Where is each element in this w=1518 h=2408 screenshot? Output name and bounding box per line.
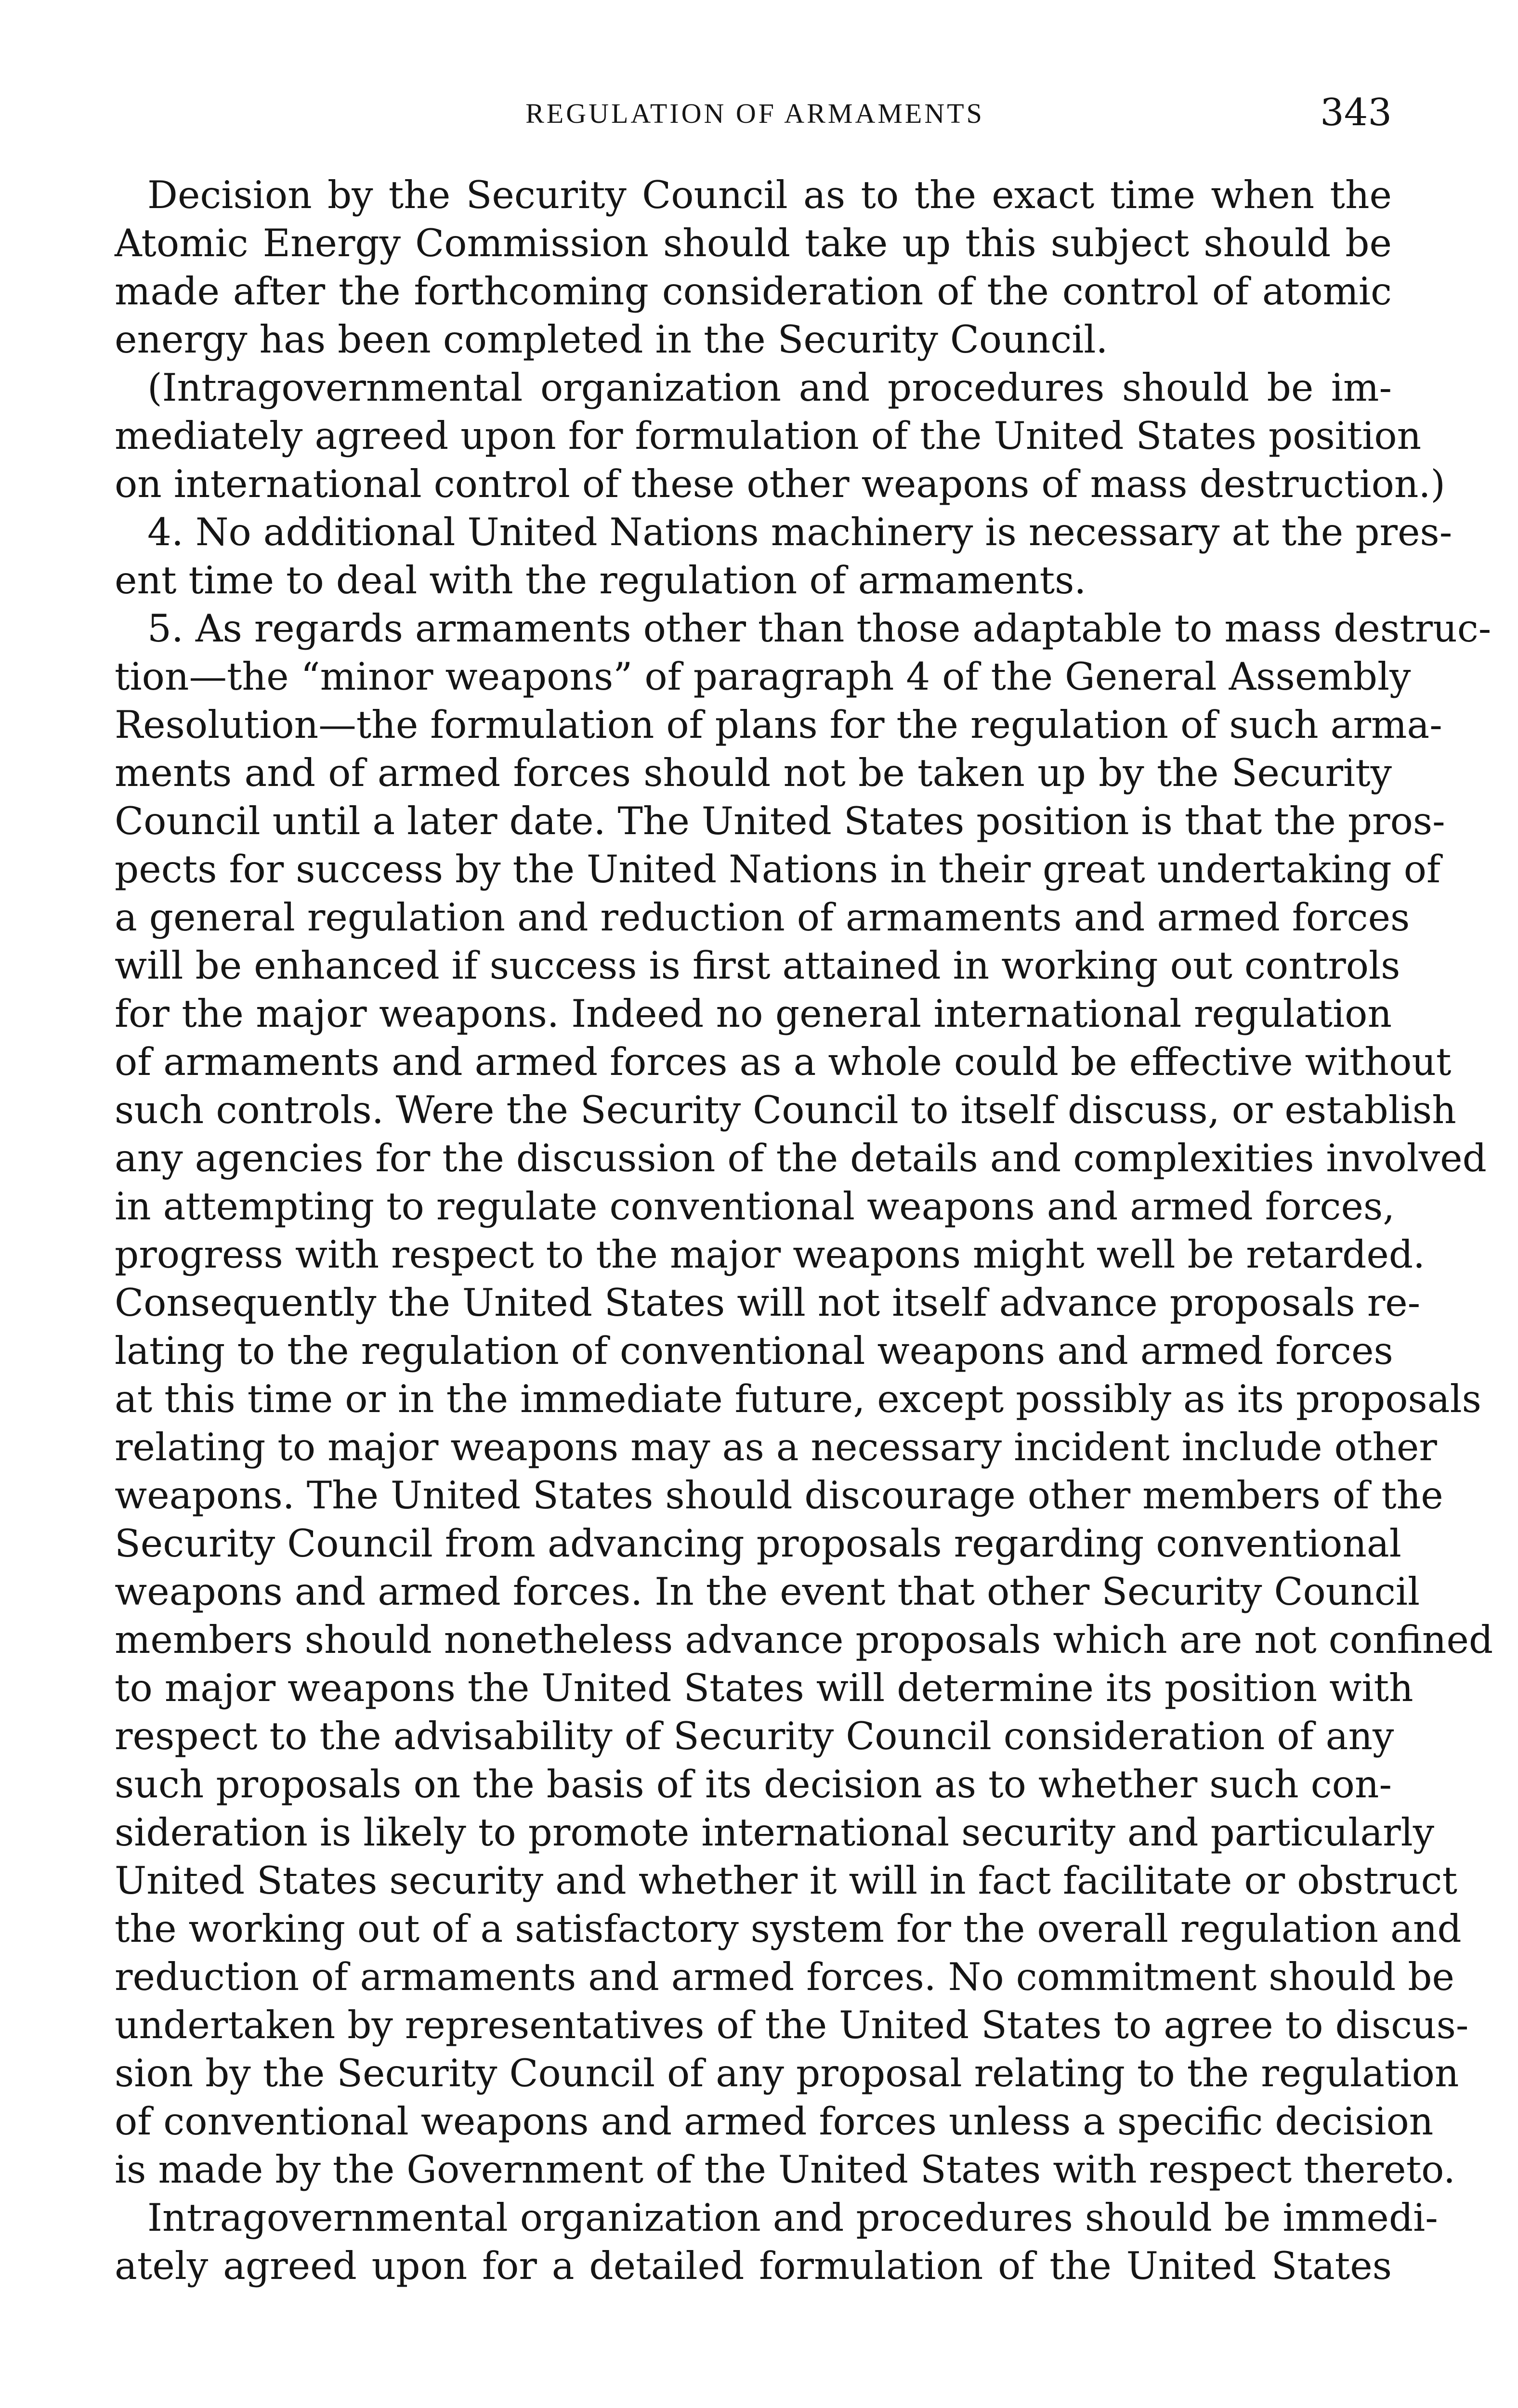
- text-line: progress with respect to the major weapons might well be retarded.: [115, 1232, 1426, 1277]
- text-line: weapons and armed forces. In the event that other Security Council: [115, 1570, 1420, 1614]
- text-line: 5. As regards armaments other than those adaptable to mass destruc-: [147, 606, 1492, 651]
- text-line: (Intragovernmental organization and procedures should be im-: [147, 366, 1392, 410]
- paragraph-item-5: [115, 604, 1493, 2194]
- text-line: will be enhanced if success is first attained in working out controls: [115, 943, 1400, 988]
- text-line: Security Council from advancing proposals regarding conventional: [115, 1521, 1401, 1566]
- text-line: Resolution—the formulation of plans for the regulation of such arma-: [115, 703, 1442, 747]
- text-line: members should nonetheless advance proposals which are not confined: [115, 1618, 1493, 1662]
- text-line: of armaments and armed forces as a whole could be effective without: [115, 1040, 1452, 1084]
- text-line: Council until a later date. The United States position is that the pros-: [115, 799, 1445, 843]
- text-line: of conventional weapons and armed forces unless a specific decision: [115, 2099, 1434, 2144]
- text-line: pects for success by the United Nations in their great undertaking of: [115, 847, 1441, 891]
- text-line: weapons. The United States should discourage other members of the: [115, 1473, 1443, 1518]
- page-number: 343: [1320, 91, 1392, 134]
- text-line: any agencies for the discussion of the details and complexities involved: [115, 1136, 1487, 1180]
- text-line: the working out of a satisfactory system for the overall regulation and: [115, 1907, 1462, 1951]
- text-line: ately agreed upon for a detailed formulation of the United States: [115, 2244, 1392, 2288]
- text-line: to major weapons the United States will determine its position with: [115, 1666, 1413, 1710]
- body-text: [115, 171, 1493, 2290]
- text-line: made after the forthcoming consideration of the control of atomic: [115, 269, 1392, 314]
- text-line: Intragovernmental organization and procedures should be immedi-: [147, 2196, 1438, 2240]
- text-line: lating to the regulation of conventional weapons and armed forces: [115, 1329, 1393, 1373]
- text-line: is made by the Government of the United States with respect thereto.: [115, 2147, 1455, 2192]
- text-line: undertaken by representatives of the United States to agree to discus-: [115, 2003, 1469, 2047]
- text-line: 4. No additional United Nations machinery is necessary at the pres-: [147, 510, 1453, 554]
- paragraph-detailed-formulation: [115, 2194, 1438, 2290]
- text-line: ments and of armed forces should not be taken up by the Security: [115, 751, 1392, 795]
- text-line: on international control of these other weapons of mass destruction.): [115, 462, 1446, 506]
- text-line: respect to the advisability of Security Council consideration of any: [115, 1714, 1394, 1758]
- text-line: mediately agreed upon for formulation of the United States position: [115, 414, 1422, 458]
- text-line: sideration is likely to promote international security and particularly: [115, 1810, 1435, 1855]
- paragraph-decision-timing: [115, 171, 1392, 364]
- text-line: Atomic Energy Commission should take up this subject should be: [115, 221, 1392, 265]
- text-line: ent time to deal with the regulation of armaments.: [115, 558, 1086, 602]
- text-line: a general regulation and reduction of armaments and armed forces: [115, 895, 1410, 940]
- text-line: for the major weapons. Indeed no general international regulation: [115, 992, 1392, 1036]
- text-line: United States security and whether it will in fact facilitate or obstruct: [115, 1858, 1458, 1903]
- text-line: sion by the Security Council of any proposal relating to the regulation: [115, 2051, 1459, 2095]
- text-line: energy has been completed in the Security Council.: [115, 317, 1108, 362]
- text-line: Decision by the Security Council as to the exact time when the: [147, 173, 1392, 217]
- running-title: REGULATION OF ARMAMENTS: [525, 98, 984, 129]
- text-line: Consequently the United States will not itself advance proposals re-: [115, 1281, 1421, 1325]
- text-line: reduction of armaments and armed forces. No commitment should be: [115, 1955, 1454, 1999]
- text-line: such proposals on the basis of its decision as to whether such con-: [115, 1762, 1392, 1806]
- text-line: at this time or in the immediate future, except possibly as its proposals: [115, 1377, 1481, 1421]
- paragraph-intragovernmental-formulation: [115, 364, 1446, 508]
- text-line: such controls. Were the Security Council to itself discuss, or establish: [115, 1088, 1456, 1132]
- text-line: in attempting to regulate conventional weapons and armed forces,: [115, 1184, 1395, 1229]
- text-line: relating to major weapons may as a necessary incident include other: [115, 1425, 1437, 1469]
- running-head: [118, 86, 1392, 144]
- paragraph-item-4: [115, 508, 1453, 604]
- text-line: tion—the “minor weapons” of paragraph 4 of the General Assembly: [115, 654, 1411, 699]
